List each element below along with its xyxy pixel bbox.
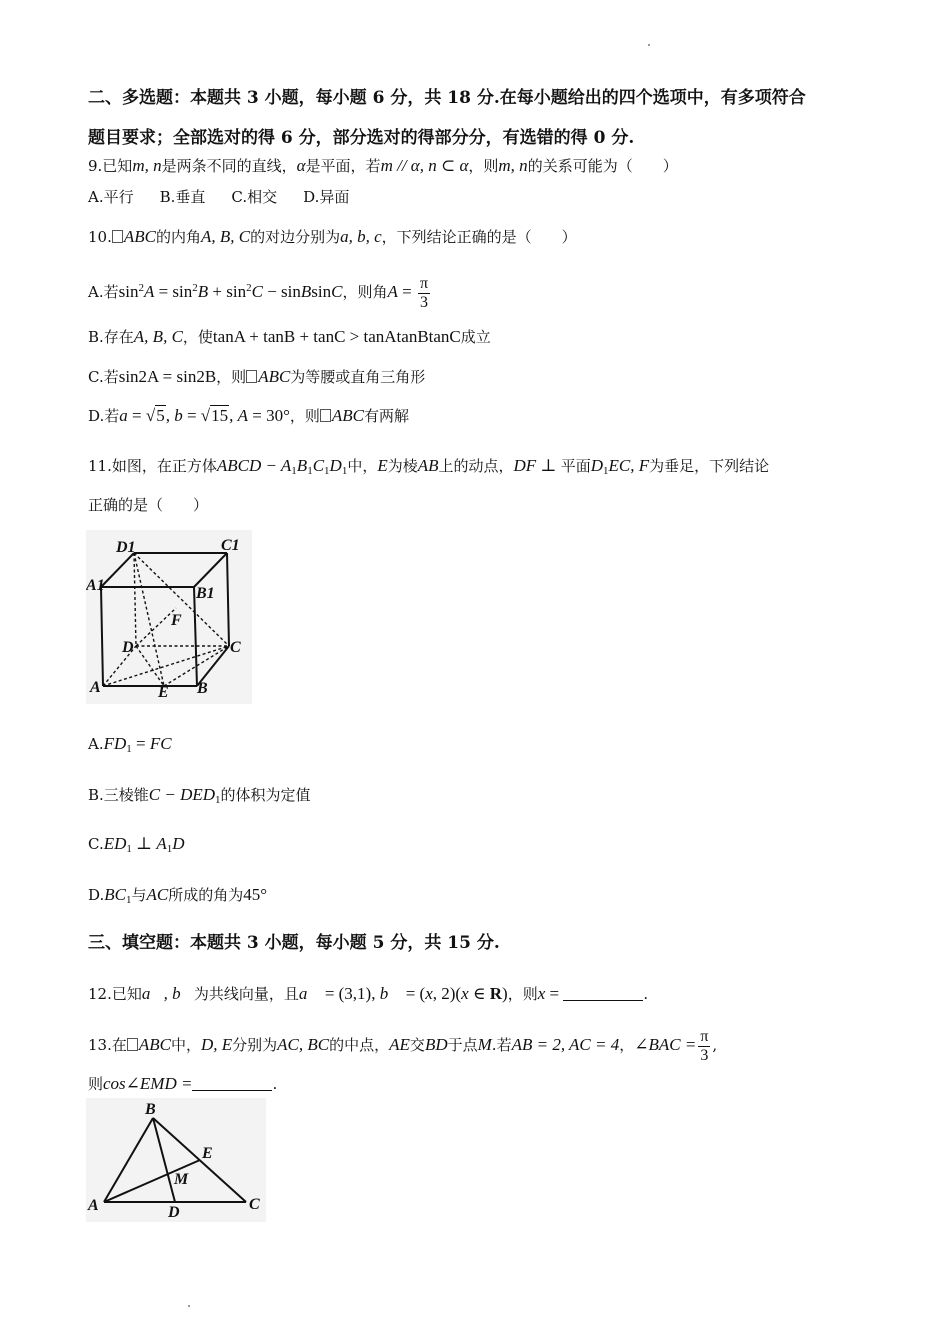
triangle-label-a: A	[88, 1197, 99, 1214]
cube-label-a1: A1	[86, 577, 105, 594]
cube-label-a: A	[90, 679, 101, 696]
question-12: 12.已知a⃗, b⃗为共线向量，且a⃗ = (3,1), b⃗ = (x, 2)(x ∈ R)，则x = .	[88, 984, 649, 1003]
question-11-option-d: $D.BC_1$与AC所成的角为45°	[88, 885, 268, 906]
cube-label-e: E	[158, 684, 169, 701]
question-10-option-a: A.若$\sin^2A = \sin^2B + \sin^2C$ − sinBsinC，则角A = $\frac{\pi}{3}$	[88, 274, 429, 311]
question-11-stem-line2: 正确的是（ ）	[88, 496, 209, 514]
cube-label-d: D	[122, 639, 134, 656]
question-9-options	[88, 186, 375, 208]
scan-speck	[188, 1305, 190, 1307]
triangle-symbol-box	[112, 230, 123, 243]
cube-label-c1: C1	[221, 537, 240, 554]
answer-blank-q13[interactable]	[192, 1076, 272, 1091]
question-11-stem-line1: 11.如图，在正方体ABCD − $A_1B_1C_1D_1$中，E为棱AB上的动点，DF ⊥ 平面$D_1EC$, F为垂足，下列结论	[88, 456, 770, 477]
question-13-line2: 则cos∠EMD = .	[88, 1074, 278, 1093]
triangle-symbol-box	[320, 409, 331, 422]
section-2-heading-line2: 题目要求；全部选对的得 6 分，部分选对的得部分分，有选错的得 0 分.	[88, 128, 635, 148]
question-13-line1: 13.在 ABC中，D, E分别为AC, BC的中点，AE交BD于点M.若AB = 2, AC = 4，∠BAC = $\frac{\pi}{3}$ ,	[88, 1027, 718, 1064]
q9-option-c: C.相交	[231, 188, 278, 206]
cube-label-b1: B1	[196, 585, 215, 602]
section-2-heading-line1: 二、多选题：本题共 3 小题，每小题 6 分，共 18 分.在每小题给出的四个选项中，有多项符合	[88, 88, 806, 108]
question-10-option-d: D.若a = √5, b = √15, A = 30°，则 ABC有两解	[88, 406, 410, 425]
cube-label-f: F	[171, 612, 182, 629]
section-3-heading: 三、填空题：本题共 3 小题，每小题 5 分，共 15 分.	[88, 933, 500, 953]
cube-figure	[86, 530, 252, 704]
cube-label-d1: D1	[116, 539, 136, 556]
question-10-option-c: C.若sin2A = sin2B，则 ABC为等腰或直角三角形	[88, 367, 426, 386]
cube-label-b: B	[197, 680, 208, 697]
triangle-symbol-box	[127, 1038, 138, 1051]
triangle-label-c: C	[249, 1196, 260, 1213]
question-10-option-b: B.存在A, B, C，使tanA + tanB + tanC > tanAtanBtanC成立	[88, 327, 491, 346]
q9-option-d: D.异面	[303, 188, 350, 206]
triangle-label-m: M	[174, 1171, 189, 1188]
question-11-option-a: $A.FD_1$ = FC	[88, 734, 172, 755]
triangle-label-e: E	[202, 1145, 213, 1162]
triangle-figure	[86, 1098, 266, 1222]
scan-speck	[648, 44, 650, 46]
question-11-option-c: $C.ED_1$ ⊥ $A_1D$	[88, 834, 185, 855]
answer-blank-q12[interactable]	[563, 986, 643, 1001]
triangle-symbol-box	[246, 370, 257, 383]
triangle-label-b: B	[145, 1101, 156, 1118]
question-10-stem: 10. ABC的内角A, B, C的对边分别为a, b, c，下列结论正确的是（ ）	[88, 227, 577, 246]
question-9-stem: 9.已知m, n是两条不同的直线，α是平面，若m // α, n ⊂ α，则m, n的关系可能为（ ）	[88, 156, 678, 175]
cube-label-c: C	[230, 639, 241, 656]
question-11-option-b: B.三棱锥$C - DED_1$的体积为定值	[88, 785, 311, 806]
fraction-pi-over-3: $\frac{\pi}{3}$	[700, 1027, 709, 1064]
q9-option-a: A.平行	[88, 188, 134, 206]
fraction-pi-over-3: $\frac{\pi}{3}$	[419, 274, 429, 311]
q9-option-b: B.垂直	[159, 188, 206, 206]
triangle-label-d: D	[168, 1204, 180, 1221]
